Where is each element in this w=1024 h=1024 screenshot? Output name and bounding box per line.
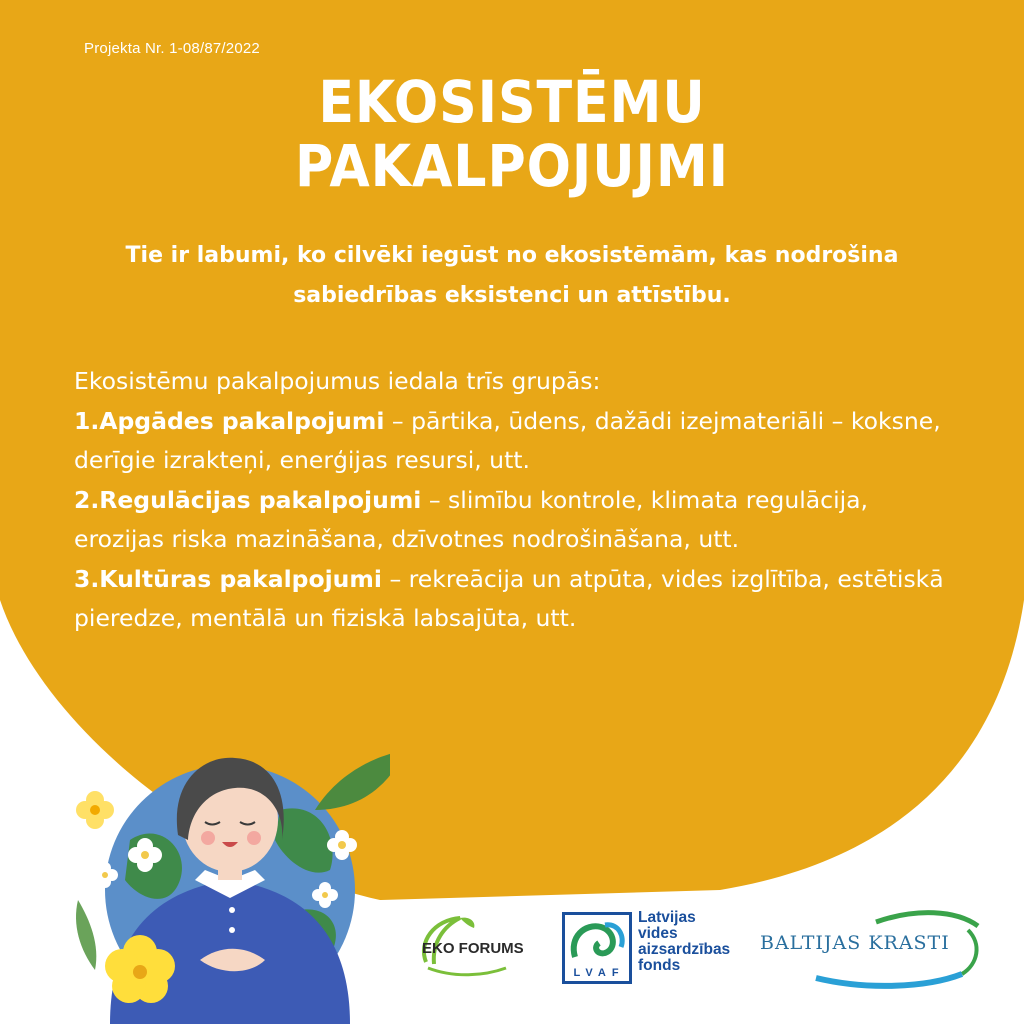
title-line-1: EKOSISTĒMU	[318, 68, 706, 136]
group-text: – pārtika, ūdens, dažādi izejmateriāli – koksne, derīgie izrakteņi, enerģijas resursi, utt.	[74, 406, 941, 474]
lvaf-emblem	[562, 912, 632, 984]
wave-icon	[565, 917, 629, 969]
woman-earth-illustration	[60, 730, 390, 1024]
flower-icon	[76, 791, 114, 829]
group-text: – rekreācija un atpūta, vides izglītība, estētiskā pieredze, mentālā un fiziskā labsajūta, utt.	[74, 564, 944, 632]
leaf-icon	[315, 750, 390, 810]
groups-intro: Ekosistēmu pakalpojumus iedala trīs grupās:	[74, 367, 601, 395]
group-text: – slimību kontrole, klimata regulācija, erozijas riska mazināšana, dzīvotnes nodrošināšana, utt.	[74, 485, 868, 553]
page-title	[51, 70, 973, 198]
lvaf-name-line: Latvijas	[638, 909, 696, 926]
baltijas-krasti-logo	[756, 904, 986, 994]
project-number: Projekta Nr. 1-08/87/2022	[84, 40, 260, 57]
group-label: 1.Apgādes pakalpojumi	[74, 406, 385, 435]
leaf-icon	[76, 900, 96, 970]
group-item	[74, 402, 964, 481]
group-item	[74, 481, 964, 560]
eko-forums-text: EKO FORUMS	[422, 940, 524, 957]
lvaf-name-line: fonds	[638, 957, 681, 974]
eko-forums-logo	[414, 912, 550, 984]
lvaf-name-line: vides	[638, 925, 678, 942]
title-line-2: PAKALPOJUJMI	[294, 132, 729, 200]
lvaf-name	[638, 910, 758, 974]
group-label: 3.Kultūras pakalpojumi	[74, 564, 382, 593]
lvaf-name-line: aizsardzības	[638, 941, 731, 958]
lvaf-logo	[562, 909, 752, 988]
lvaf-letters: LVAF	[573, 967, 625, 979]
group-item	[74, 560, 964, 639]
baltijas-krasti-text: BALTIJAS KRASTI	[760, 932, 950, 954]
intro-text: Tie ir labumi, ko cilvēki iegūst no ekosistēmām, kas nodrošina sabiedrības eksistenci un attīstību.	[125, 243, 899, 308]
groups-section	[74, 362, 964, 639]
group-label: 2.Regulācijas pakalpojumi	[74, 485, 422, 514]
